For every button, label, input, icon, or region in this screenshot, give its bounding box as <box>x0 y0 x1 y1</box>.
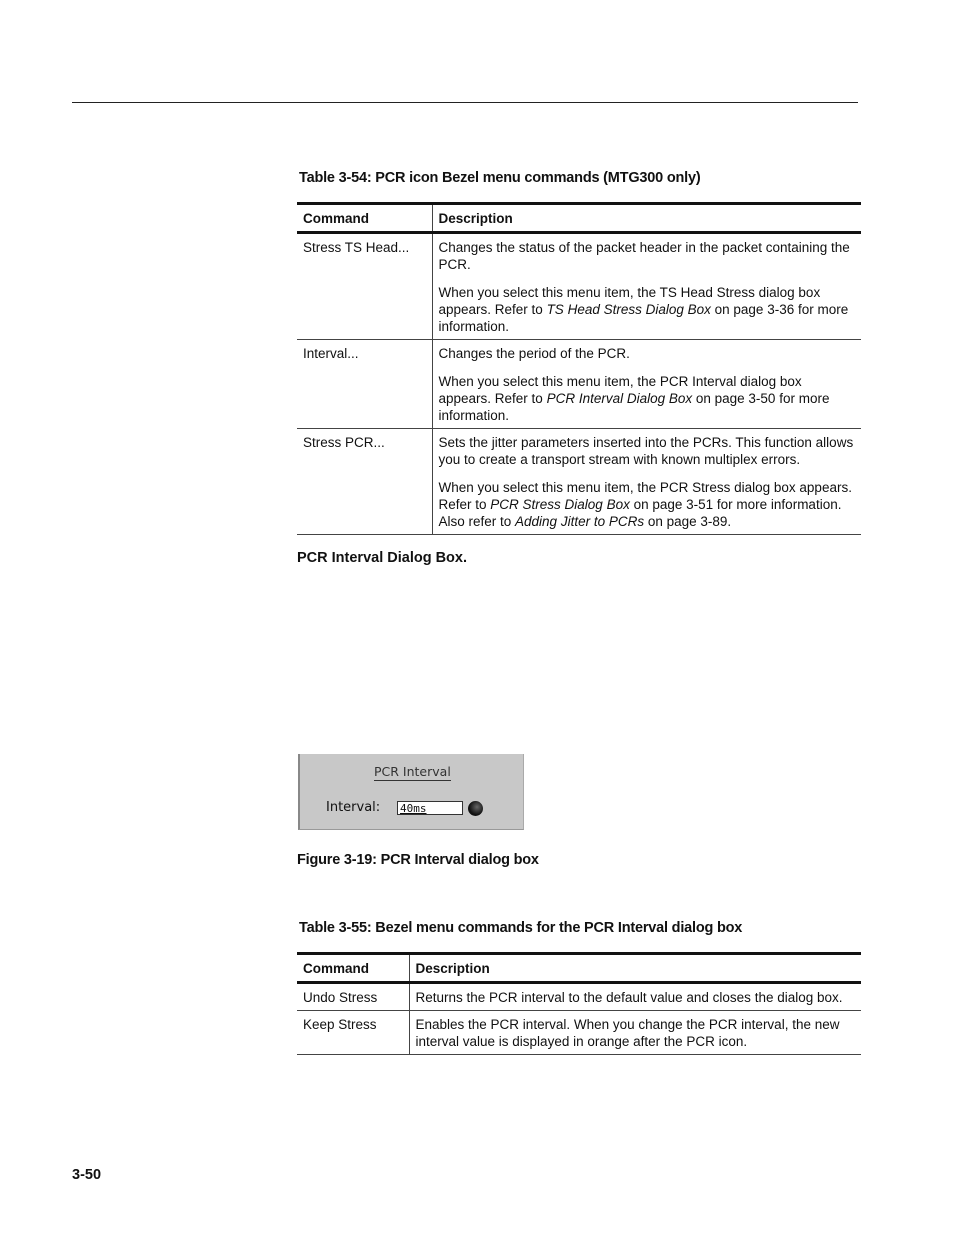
description-paragraph: When you select this menu item, the PCR Stress dialog box appears. Refer to PCR Stress Dialog Box on page 3-51 for more information. Also refer to Adding Jitter to PCRs on page 3-89. <box>438 480 852 529</box>
description-cell <box>432 233 861 340</box>
page-number: 3-50 <box>72 1167 102 1183</box>
description-paragraph: When you select this menu item, the TS Head Stress dialog box appears. Refer to TS Head Stress Dialog Box on page 3-36 for more information. <box>438 285 849 334</box>
top-rule <box>72 102 858 103</box>
column-header-command: Command <box>297 954 409 983</box>
pcr-interval-dialog <box>298 754 524 830</box>
table-54-caption: Table 3-54: PCR icon Bezel menu commands (MTG300 only) <box>299 170 701 186</box>
table-row <box>297 233 861 340</box>
table-54 <box>297 202 861 535</box>
command-cell: Interval... <box>297 340 432 429</box>
interval-field[interactable] <box>397 801 463 815</box>
interval-label: Interval: <box>326 800 381 815</box>
table-header-row <box>297 204 861 233</box>
column-header-description: Description <box>432 204 861 233</box>
cross-reference: PCR Interval Dialog Box <box>546 391 693 406</box>
description-cell <box>432 429 861 535</box>
table-row <box>297 340 861 429</box>
description-cell: Returns the PCR interval to the default value and closes the dialog box. <box>409 983 861 1011</box>
cross-reference: Adding Jitter to PCRs <box>515 514 645 529</box>
description-paragraph: Changes the status of the packet header in the packet containing the PCR. <box>438 240 850 272</box>
cross-reference: TS Head Stress Dialog Box <box>546 302 711 317</box>
description-cell <box>432 340 861 429</box>
table-row <box>297 1011 861 1055</box>
section-heading: PCR Interval Dialog Box. <box>297 550 468 566</box>
figure-caption: Figure 3-19: PCR Interval dialog box <box>297 852 539 868</box>
table-55 <box>297 952 861 1055</box>
interval-value: 40ms <box>400 802 427 815</box>
table-header-row <box>297 954 861 983</box>
column-header-command: Command <box>297 204 432 233</box>
description-paragraph: When you select this menu item, the PCR Interval dialog box appears. Refer to PCR Interval Dialog Box on page 3-50 for more information. <box>438 374 830 423</box>
table-55-caption: Table 3-55: Bezel menu commands for the PCR Interval dialog box <box>299 920 743 936</box>
description-paragraph: Changes the period of the PCR. <box>438 346 630 361</box>
dialog-title: PCR Interval <box>374 764 451 779</box>
command-cell: Keep Stress <box>297 1011 409 1055</box>
table-row <box>297 983 861 1011</box>
command-cell: Stress TS Head... <box>297 233 432 340</box>
knob-icon[interactable] <box>468 801 483 816</box>
cross-reference: PCR Stress Dialog Box <box>490 497 630 512</box>
command-cell: Stress PCR... <box>297 429 432 535</box>
description-cell: Enables the PCR interval. When you change the PCR interval, the new interval value is displayed in orange after the PCR icon. <box>409 1011 861 1055</box>
table-row <box>297 429 861 535</box>
column-header-description: Description <box>409 954 861 983</box>
description-paragraph: Sets the jitter parameters inserted into the PCRs. This function allows you to create a transport stream with known multiplex errors. <box>438 435 854 467</box>
command-cell: Undo Stress <box>297 983 409 1011</box>
